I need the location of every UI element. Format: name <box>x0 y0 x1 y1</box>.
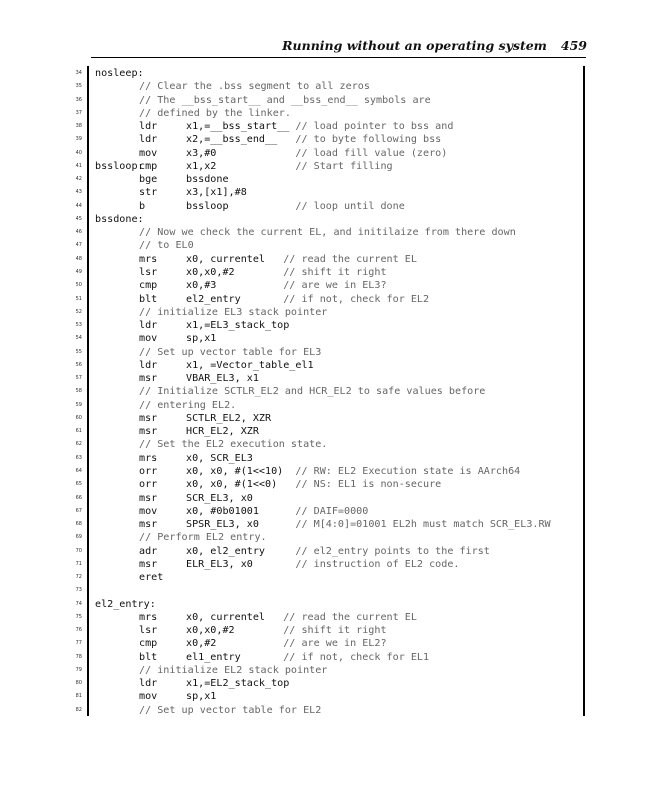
code-line <box>0 226 600 239</box>
code-line <box>0 200 600 213</box>
line-number: 60 <box>75 414 82 421</box>
line-number: 44 <box>75 202 82 209</box>
code-line <box>0 332 600 345</box>
code-comment: // are we in EL3? <box>277 280 387 292</box>
line-number: 38 <box>75 123 82 130</box>
instruction-operands: SCTLR_EL2, XZR <box>186 412 272 424</box>
line-number: 55 <box>75 348 82 355</box>
line-number: 72 <box>75 574 82 581</box>
code-comment: // to byte following bss <box>289 134 442 146</box>
code-line <box>0 492 600 505</box>
instruction-operands: x3,#0 <box>186 147 290 159</box>
code-line <box>0 160 600 173</box>
instruction-operands: x2,=__bss_end__ <box>186 134 290 146</box>
running-header <box>92 38 587 58</box>
instruction-mnemonic: msr <box>139 373 158 385</box>
instruction-operands: x0,x0,#2 <box>186 266 278 278</box>
code-line <box>0 624 600 637</box>
line-number: 42 <box>75 176 82 183</box>
line-number: 63 <box>75 454 82 461</box>
line-number: 52 <box>75 308 82 315</box>
line-number: 40 <box>75 149 82 156</box>
instruction-mnemonic: bge <box>139 174 158 186</box>
line-number: 61 <box>75 428 82 435</box>
code-comment: // entering EL2. <box>139 399 237 411</box>
instruction-mnemonic: msr <box>139 412 158 424</box>
code-comment: // load fill value (zero) <box>289 147 448 159</box>
code-line <box>0 346 600 359</box>
instruction-mnemonic: ldr <box>139 121 158 133</box>
line-number: 48 <box>75 255 82 262</box>
instruction-mnemonic: mov <box>139 691 158 703</box>
instruction-operands: sp,x1 <box>186 333 217 345</box>
line-number: 78 <box>75 653 82 660</box>
code-comment: // read the current EL <box>277 611 417 623</box>
line-number: 75 <box>75 613 82 620</box>
code-comment: // load pointer to bss and <box>289 121 454 133</box>
instruction-mnemonic: ldr <box>139 359 158 371</box>
line-number: 56 <box>75 361 82 368</box>
code-comment: // Set up vector table for EL3 <box>139 346 322 358</box>
header-rule <box>91 57 586 58</box>
line-number: 68 <box>75 521 82 528</box>
line-number: 46 <box>75 229 82 236</box>
instruction-operands: SCR_EL3, x0 <box>186 492 253 504</box>
instruction-mnemonic: msr <box>139 426 158 438</box>
code-line <box>0 147 600 160</box>
code-comment: // if not, check for EL2 <box>277 293 430 305</box>
line-number: 41 <box>75 162 82 169</box>
instruction-mnemonic: eret <box>139 572 164 584</box>
instruction-mnemonic: orr <box>139 479 158 491</box>
code-line <box>0 452 600 465</box>
line-number: 37 <box>75 109 82 116</box>
line-number: 47 <box>75 242 82 249</box>
instruction-operands: VBAR_EL3, x1 <box>186 373 259 385</box>
instruction-operands: x0, x0, #(1<<0) <box>186 479 290 491</box>
code-comment: // instruction of EL2 code. <box>289 558 460 570</box>
code-comment: // defined by the linker. <box>139 107 291 119</box>
instruction-operands: x0, #0b01001 <box>186 505 290 517</box>
instruction-operands: x0, x0, #(1<<10) <box>186 465 290 477</box>
line-number: 80 <box>75 680 82 687</box>
code-line <box>0 94 600 107</box>
code-line <box>0 545 600 558</box>
code-line <box>0 133 600 146</box>
instruction-operands: ELR_EL3, x0 <box>186 558 290 570</box>
line-number: 35 <box>75 83 82 90</box>
code-comment: // Perform EL2 entry. <box>139 532 267 544</box>
instruction-mnemonic: cmp <box>139 638 158 650</box>
code-comment: // shift it right <box>277 625 387 637</box>
line-number: 81 <box>75 693 82 700</box>
line-number: 34 <box>75 70 82 76</box>
code-line <box>0 690 600 703</box>
code-comment: // to EL0 <box>139 240 194 252</box>
code-comment: // RW: EL2 Execution state is AArch64 <box>289 465 521 477</box>
code-line <box>0 173 600 186</box>
instruction-mnemonic: orr <box>139 465 158 477</box>
instruction-mnemonic: blt <box>139 651 158 663</box>
code-line <box>0 637 600 650</box>
code-line <box>0 598 600 611</box>
line-number: 76 <box>75 627 82 634</box>
line-number: 73 <box>75 587 82 594</box>
line-number: 79 <box>75 666 82 673</box>
page-number: 459 <box>560 38 587 53</box>
instruction-mnemonic: lsr <box>139 266 158 278</box>
instruction-mnemonic: cmp <box>139 160 158 172</box>
code-label: bssloop: <box>95 160 144 172</box>
instruction-mnemonic: lsr <box>139 625 158 637</box>
line-number: 74 <box>75 600 82 607</box>
code-line <box>0 213 600 226</box>
code-line <box>0 399 600 412</box>
line-number: 45 <box>75 215 82 222</box>
line-number: 59 <box>75 401 82 408</box>
code-line <box>0 279 600 292</box>
code-line <box>0 67 600 80</box>
instruction-operands: x1,=EL3_stack_top <box>186 320 290 332</box>
code-comment: // The __bss_start__ and __bss_end__ symbols are <box>139 94 431 106</box>
instruction-operands: el1_entry <box>186 651 278 663</box>
instruction-mnemonic: msr <box>139 492 158 504</box>
instruction-operands: x0,#3 <box>186 280 278 292</box>
line-number: 51 <box>75 295 82 302</box>
instruction-operands: x0, currentel <box>186 611 278 623</box>
line-number: 71 <box>75 560 82 567</box>
code-line <box>0 584 600 597</box>
code-line <box>0 306 600 319</box>
code-comment: // Set the EL2 execution state. <box>139 439 328 451</box>
line-number: 53 <box>75 322 82 329</box>
code-comment: // shift it right <box>277 266 387 278</box>
code-line <box>0 372 600 385</box>
line-number: 65 <box>75 481 82 488</box>
code-line <box>0 412 600 425</box>
instruction-operands: HCR_EL2, XZR <box>186 426 259 438</box>
instruction-operands: x3,[x1],#8 <box>186 187 247 199</box>
line-number: 62 <box>75 441 82 448</box>
instruction-operands: x0,x0,#2 <box>186 625 278 637</box>
code-line <box>0 558 600 571</box>
code-comment: // are we in EL2? <box>277 638 387 650</box>
instruction-mnemonic: blt <box>139 293 158 305</box>
code-line <box>0 438 600 451</box>
line-number: 57 <box>75 375 82 382</box>
instruction-operands: SPSR_EL3, x0 <box>186 519 290 531</box>
instruction-mnemonic: mrs <box>139 253 158 265</box>
code-comment: // if not, check for EL1 <box>277 651 430 663</box>
code-comment: // Initialize SCTLR_EL2 and HCR_EL2 to safe values before <box>139 386 486 398</box>
code-line <box>0 651 600 664</box>
instruction-operands: x1,=EL2_stack_top <box>186 678 290 690</box>
code-line <box>0 505 600 518</box>
instruction-mnemonic: ldr <box>139 678 158 690</box>
instruction-mnemonic: str <box>139 187 158 199</box>
line-number: 58 <box>75 388 82 395</box>
code-line <box>0 478 600 491</box>
code-line <box>0 239 600 252</box>
line-number: 64 <box>75 467 82 474</box>
code-line <box>0 425 600 438</box>
code-label: nosleep: <box>95 68 144 79</box>
code-comment: // NS: EL1 is non-secure <box>289 479 442 491</box>
instruction-mnemonic: b <box>139 200 146 212</box>
instruction-operands: el2_entry <box>186 293 278 305</box>
instruction-operands: x0, SCR_EL3 <box>186 452 253 464</box>
instruction-mnemonic: cmp <box>139 280 158 292</box>
code-comment: // Start filling <box>289 160 393 172</box>
code-comment: // DAIF=0000 <box>289 505 369 517</box>
line-number: 50 <box>75 282 82 289</box>
line-number: 36 <box>75 96 82 103</box>
instruction-mnemonic: msr <box>139 519 158 531</box>
instruction-mnemonic: mov <box>139 333 158 345</box>
line-number: 54 <box>75 335 82 342</box>
line-number: 82 <box>75 706 82 713</box>
line-number: 66 <box>75 494 82 501</box>
instruction-mnemonic: adr <box>139 545 158 557</box>
code-comment: // initialize EL2 stack pointer <box>139 664 328 676</box>
code-line <box>0 465 600 478</box>
line-number: 39 <box>75 136 82 143</box>
code-line <box>0 293 600 306</box>
line-number: 49 <box>75 268 82 275</box>
instruction-operands: x1,=__bss_start__ <box>186 121 290 133</box>
instruction-operands: x1, =Vector_table_el1 <box>186 359 314 371</box>
code-line <box>0 186 600 199</box>
code-comment: // Set up vector table for EL2 <box>139 704 322 716</box>
instruction-mnemonic: mrs <box>139 452 158 464</box>
code-line <box>0 120 600 133</box>
instruction-operands: sp,x1 <box>186 691 217 703</box>
code-comment: // read the current EL <box>277 253 417 265</box>
code-line <box>0 359 600 372</box>
code-line <box>0 80 600 93</box>
line-number: 77 <box>75 640 82 647</box>
code-line <box>0 571 600 584</box>
code-comment: // Now we check the current EL, and initilaize from there down <box>139 227 516 239</box>
instruction-mnemonic: mov <box>139 505 158 517</box>
instruction-mnemonic: mov <box>139 147 158 159</box>
code-comment: // M[4:0]=01001 EL2h must match SCR_EL3.RW <box>289 519 551 531</box>
code-line <box>0 704 600 717</box>
instruction-mnemonic: msr <box>139 558 158 570</box>
code-line <box>0 611 600 624</box>
instruction-mnemonic: mrs <box>139 611 158 623</box>
code-line <box>0 531 600 544</box>
code-line <box>0 319 600 332</box>
code-comment: // el2_entry points to the first <box>289 545 490 557</box>
instruction-operands: x0,#2 <box>186 638 278 650</box>
line-number: 67 <box>75 507 82 514</box>
chapter-title: Running without an operating system <box>282 38 547 53</box>
code-line <box>0 677 600 690</box>
code-line <box>0 107 600 120</box>
code-label: bssdone: <box>95 213 144 225</box>
instruction-mnemonic: ldr <box>139 134 158 146</box>
instruction-operands: x0, currentel <box>186 253 278 265</box>
code-line <box>0 266 600 279</box>
code-listing <box>0 67 600 717</box>
line-number: 69 <box>75 534 82 541</box>
instruction-operands: bssloop <box>186 200 290 212</box>
code-comment: // initialize EL3 stack pointer <box>139 306 328 318</box>
instruction-operands: bssdone <box>186 174 229 186</box>
instruction-mnemonic: ldr <box>139 320 158 332</box>
code-line <box>0 385 600 398</box>
code-line <box>0 253 600 266</box>
line-number: 70 <box>75 547 82 554</box>
code-comment: // Clear the .bss segment to all zeros <box>139 81 370 93</box>
code-line <box>0 664 600 677</box>
code-comment: // loop until done <box>289 200 405 212</box>
line-number: 43 <box>75 189 82 196</box>
instruction-operands: x0, el2_entry <box>186 545 290 557</box>
code-label: el2_entry: <box>95 598 156 610</box>
code-line <box>0 518 600 531</box>
instruction-operands: x1,x2 <box>186 160 290 172</box>
